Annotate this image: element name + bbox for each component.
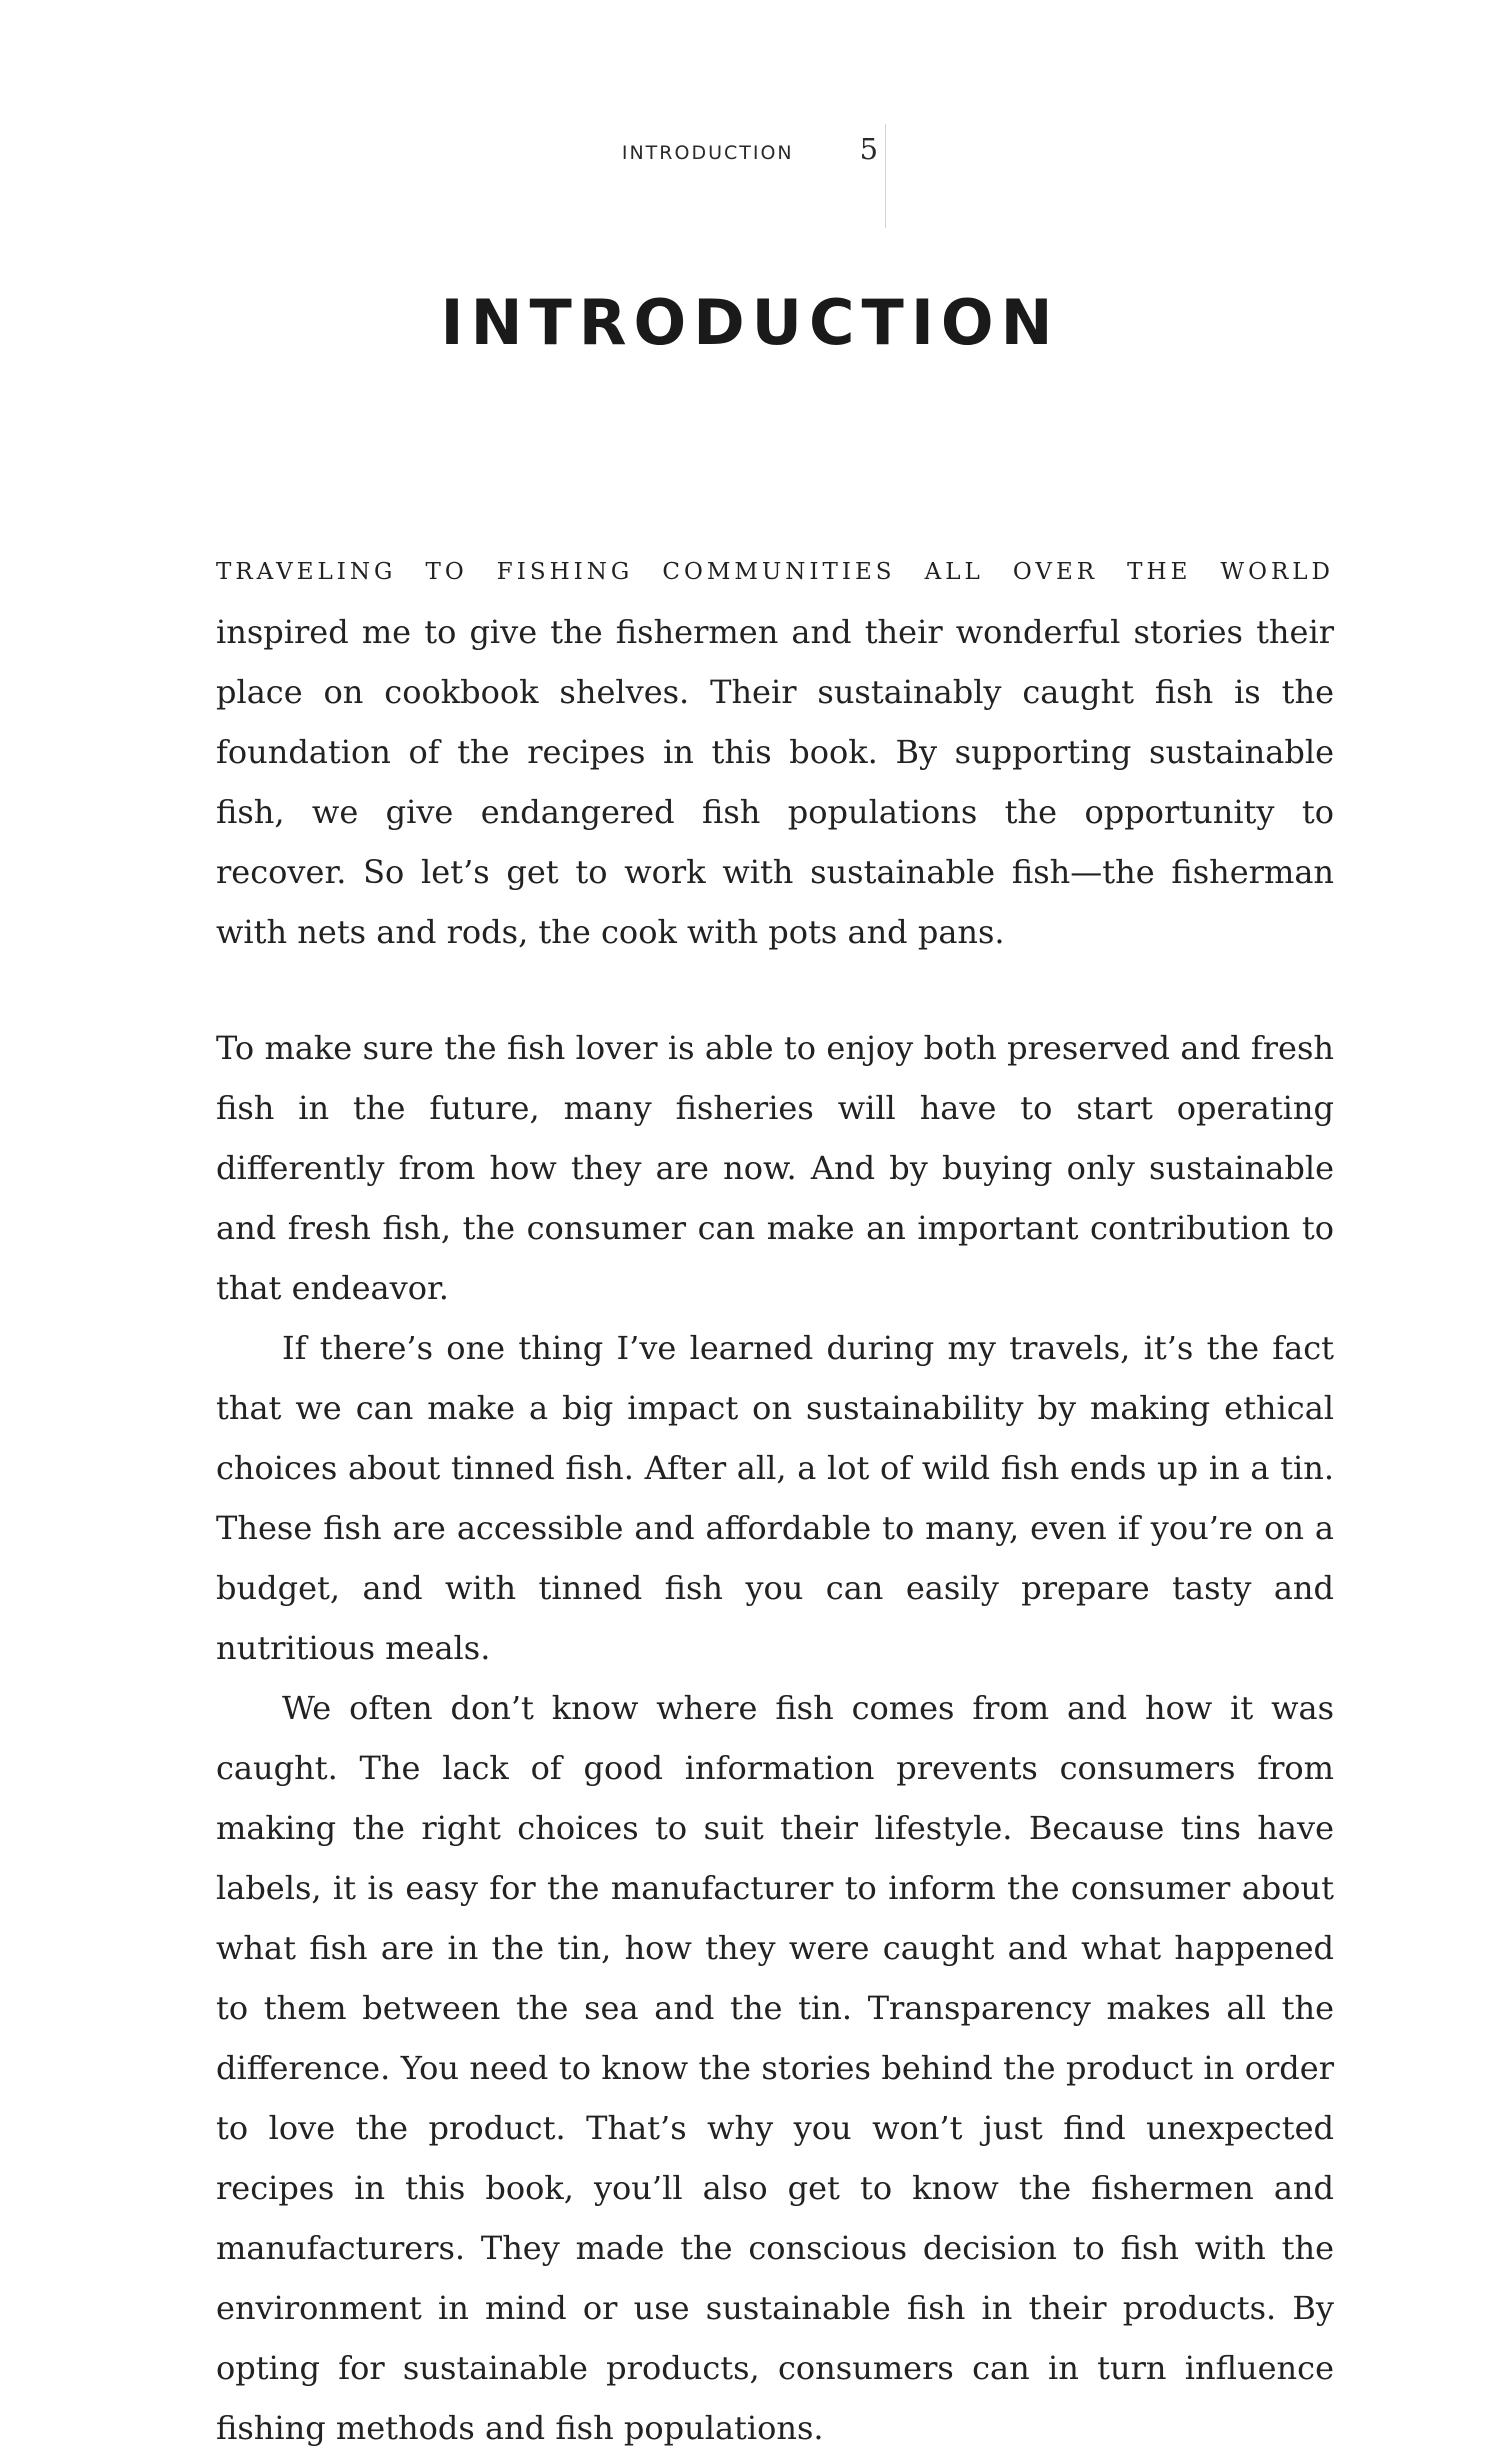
opening-lead-in: TRAVELING TO FISHING COMMUNITIES ALL OVER THE WORLD bbox=[216, 559, 1334, 585]
running-header bbox=[0, 132, 1500, 166]
header-divider bbox=[885, 124, 886, 228]
paragraph-2: To make sure the fish lover is able to enjoy both preserved and fresh fish in the future, many fisheries will have to start operating differently from how they are now. And by buying only sustainable and fresh fish, the consumer can make an important contribution to that endeavor. bbox=[216, 1029, 1334, 1307]
page-number: 5 bbox=[859, 132, 879, 166]
paragraph-4: We often don’t know where fish comes from and how it was caught. The lack of good information prevents consumers from making the right choices to suit their lifestyle. Because tins have labels, it is easy for the manufacturer to inform the consumer about what fish are in the tin, how they were caught and what happened to them between the sea and the tin. Transparency makes all the difference. You need to know the stories behind the product in order to love the product. That’s why you won’t just find unexpected recipes in this book, you’ll also get to know the fishermen and manufacturers. They made the conscious decision to fish with the environment in mind or use sustainable fish in their products. By opting for sustainable products, consumers can in turn influence fishing methods and fish populations. bbox=[216, 1689, 1334, 2447]
body-section bbox=[216, 1018, 1334, 2458]
chapter-title: INTRODUCTION bbox=[440, 286, 1060, 359]
opening-paragraph-text: inspired me to give the fishermen and their wonderful stories their place on cookbook shelves. Their sustainably caught fish is the foundation of the recipes in this book. By supporting sustainable fish, we give endangered fish populations the opportunity to recover. So let’s get to work with sustainable fish—the fisherman with nets and rods, the cook with pots and pans. bbox=[216, 613, 1334, 951]
running-header-section: INTRODUCTION bbox=[621, 142, 794, 164]
opening-paragraph bbox=[216, 542, 1334, 962]
paragraph-3: If there’s one thing I’ve learned during my travels, it’s the fact that we can make a big impact on sustainability by making ethical choices about tinned fish. After all, a lot of wild fish ends up in a tin. These fish are accessible and affordable to many, even if you’re on a budget, and with tinned fish you can easily prepare tasty and nutritious meals. bbox=[216, 1329, 1334, 1667]
